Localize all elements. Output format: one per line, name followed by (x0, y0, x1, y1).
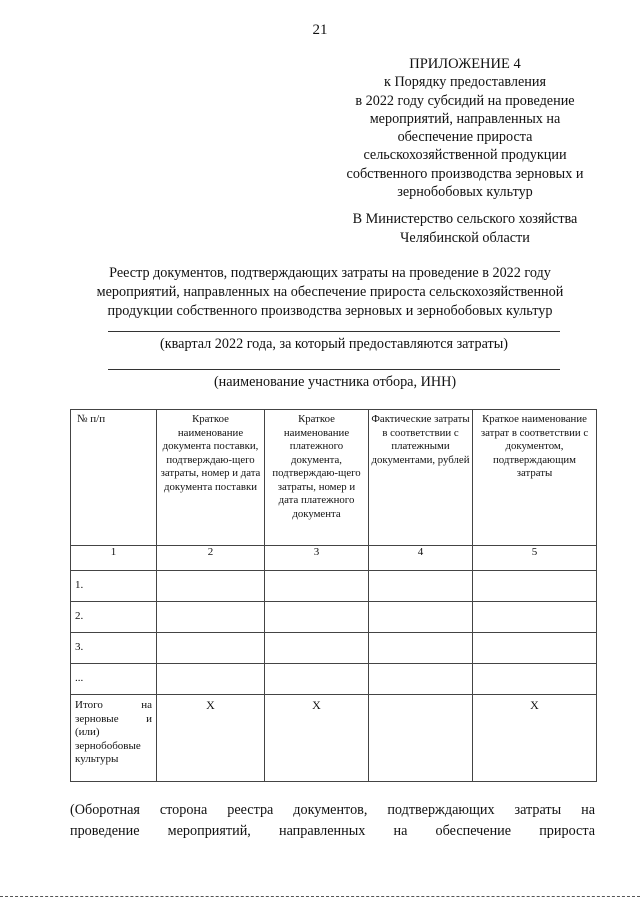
participant-fill-line (108, 369, 560, 370)
column-number: 5 (473, 546, 597, 571)
header-delivery-document: Краткое наименование документа поставки, подтверждаю-щего затраты, номер и дата документа поставки (157, 410, 265, 546)
total-cell: Х (473, 695, 597, 782)
quarter-fill-line (108, 331, 560, 332)
reverse-line-2: проведение мероприятий, направленных на обеспечение прироста (70, 823, 595, 839)
table-cell (473, 633, 597, 664)
header-cost-name: Краткое наименование затрат в соответствии с документом, подтверждающим затраты (473, 410, 597, 546)
total-cell (369, 695, 473, 782)
table-cell (157, 571, 265, 602)
table-cell (369, 602, 473, 633)
registry-title-line-1: Реестр документов, подтверждающих затраты на проведение в 2022 году (109, 265, 551, 281)
table-row (71, 602, 597, 633)
registry-title (70, 264, 590, 321)
row-index: ... (71, 664, 157, 695)
table-cell (473, 602, 597, 633)
total-label: Итого на зерновые и (или) зернобобовые культуры (71, 695, 157, 782)
table-cell (369, 664, 473, 695)
table-cell (473, 664, 597, 695)
row-index: 3. (71, 633, 157, 664)
row-index: 2. (71, 602, 157, 633)
reverse-line-1: (Оборотная сторона реестра документов, подтверждающих затраты на (70, 802, 595, 818)
appendix-line: в 2022 году субсидий на проведение (355, 92, 575, 109)
addressee-line-2: Челябинской области (400, 230, 530, 246)
addressee-line-1: В Министерство сельского хозяйства (352, 211, 578, 227)
registry-title-line-2: мероприятий, направленных на обеспечение прироста сельскохозяйственной (96, 284, 564, 300)
table-cell (157, 664, 265, 695)
column-number: 4 (369, 546, 473, 571)
quarter-caption: (квартал 2022 года, за который предоставляются затраты) (160, 336, 508, 352)
appendix-line: собственного производства зерновых и (346, 165, 584, 182)
table-number-row (71, 546, 597, 571)
table-cell (369, 633, 473, 664)
total-cell: Х (157, 695, 265, 782)
total-cell: Х (265, 695, 369, 782)
appendix-title: ПРИЛОЖЕНИЕ 4 (409, 56, 521, 72)
appendix-line: к Порядку предоставления (384, 74, 546, 91)
table-row (71, 571, 597, 602)
table-row (71, 664, 597, 695)
table-cell (265, 664, 369, 695)
addressee-block (320, 210, 610, 248)
participant-caption: (наименование участника отбора, ИНН) (213, 374, 457, 390)
table-cell (157, 633, 265, 664)
page-bottom-edge (0, 896, 640, 897)
registry-title-line-3: продукции собственного производства зерновых и зернобобовых культур (107, 303, 553, 319)
appendix-line: мероприятий, направленных на (369, 110, 561, 127)
appendix-line: зернобобовых культур (397, 184, 533, 201)
table-cell (473, 571, 597, 602)
column-number: 1 (71, 546, 157, 571)
row-index: 1. (71, 571, 157, 602)
reverse-side-note (70, 800, 595, 842)
appendix-line: обеспечение прироста (397, 129, 533, 146)
table-row (71, 633, 597, 664)
table-cell (369, 571, 473, 602)
registry-table (70, 409, 597, 782)
header-payment-document: Краткое наименование платежного документа, подтверждаю-щего затраты, номер и дата платежного документа (265, 410, 369, 546)
header-actual-costs: Фактические затраты в соответствии с платежными документами, рублей (369, 410, 473, 546)
table-cell (265, 633, 369, 664)
table-cell (265, 571, 369, 602)
appendix-block (320, 55, 610, 201)
table-cell (157, 602, 265, 633)
table-total-row (71, 695, 597, 782)
page-number: 21 (312, 22, 328, 38)
table-header-row (71, 410, 597, 546)
column-number: 3 (265, 546, 369, 571)
table-cell (265, 602, 369, 633)
column-number: 2 (157, 546, 265, 571)
appendix-line: сельскохозяйственной продукции (363, 147, 567, 164)
header-number: № п/п (71, 410, 157, 546)
